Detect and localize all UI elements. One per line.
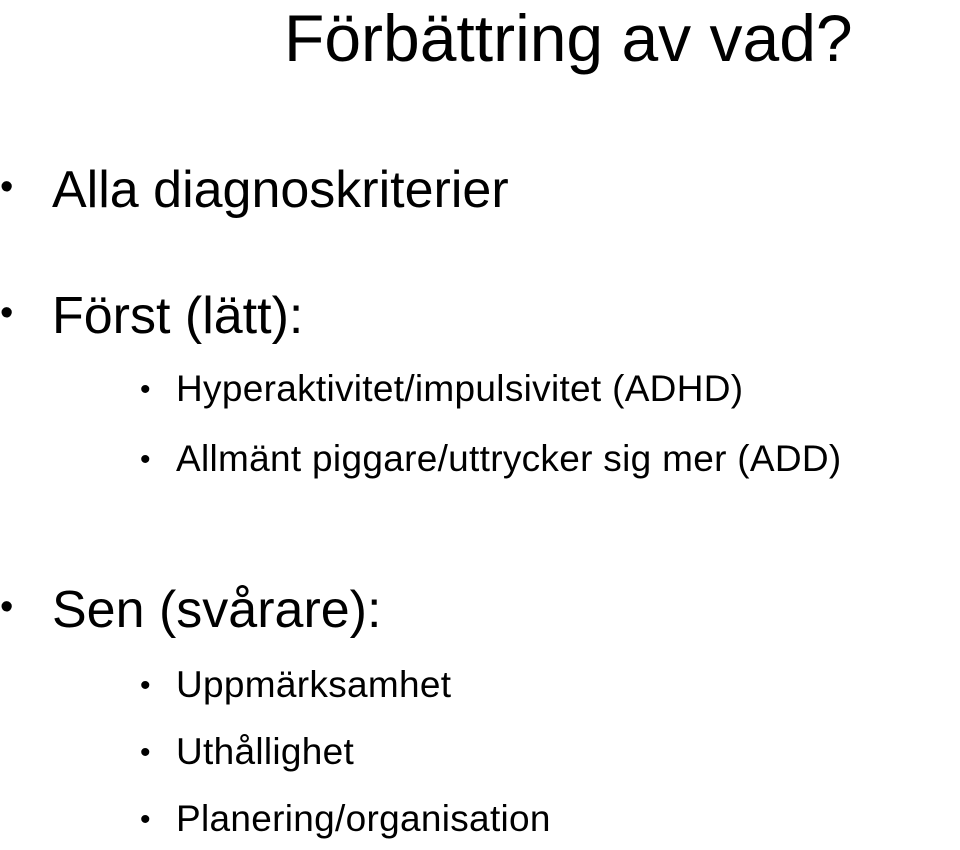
list-item xyxy=(0,580,960,650)
list-item-text: Sen (svårare): xyxy=(52,581,382,639)
sub-list-item xyxy=(0,731,960,781)
sub-list-item-text: Uthållighet xyxy=(176,731,355,772)
sub-list-item xyxy=(0,438,960,488)
list-item xyxy=(0,160,960,230)
bullet-icon: • xyxy=(140,373,151,406)
sub-list-item-text: Allmänt piggare/uttrycker sig mer (ADD) xyxy=(176,438,842,479)
sub-list-item xyxy=(0,664,960,714)
sub-list-item xyxy=(0,368,960,418)
bullet-icon: • xyxy=(0,586,14,628)
list-item xyxy=(0,286,960,356)
list-item-text: Alla diagnoskriterier xyxy=(52,161,509,219)
sub-list-item-text: Uppmärksamhet xyxy=(176,664,452,705)
slide-title: Förbättring av vad? xyxy=(284,1,853,75)
sub-list-item xyxy=(0,798,960,848)
bullet-icon: • xyxy=(140,443,151,476)
bullet-icon: • xyxy=(140,803,151,836)
bullet-icon: • xyxy=(0,166,14,208)
bullet-icon: • xyxy=(0,292,14,334)
bullet-icon: • xyxy=(140,736,151,769)
bullet-icon: • xyxy=(140,669,151,702)
list-item-text: Först (lätt): xyxy=(52,287,304,345)
sub-list-item-text: Planering/organisation xyxy=(176,798,551,839)
sub-list-item-text: Hyperaktivitet/impulsivitet (ADHD) xyxy=(176,368,744,409)
